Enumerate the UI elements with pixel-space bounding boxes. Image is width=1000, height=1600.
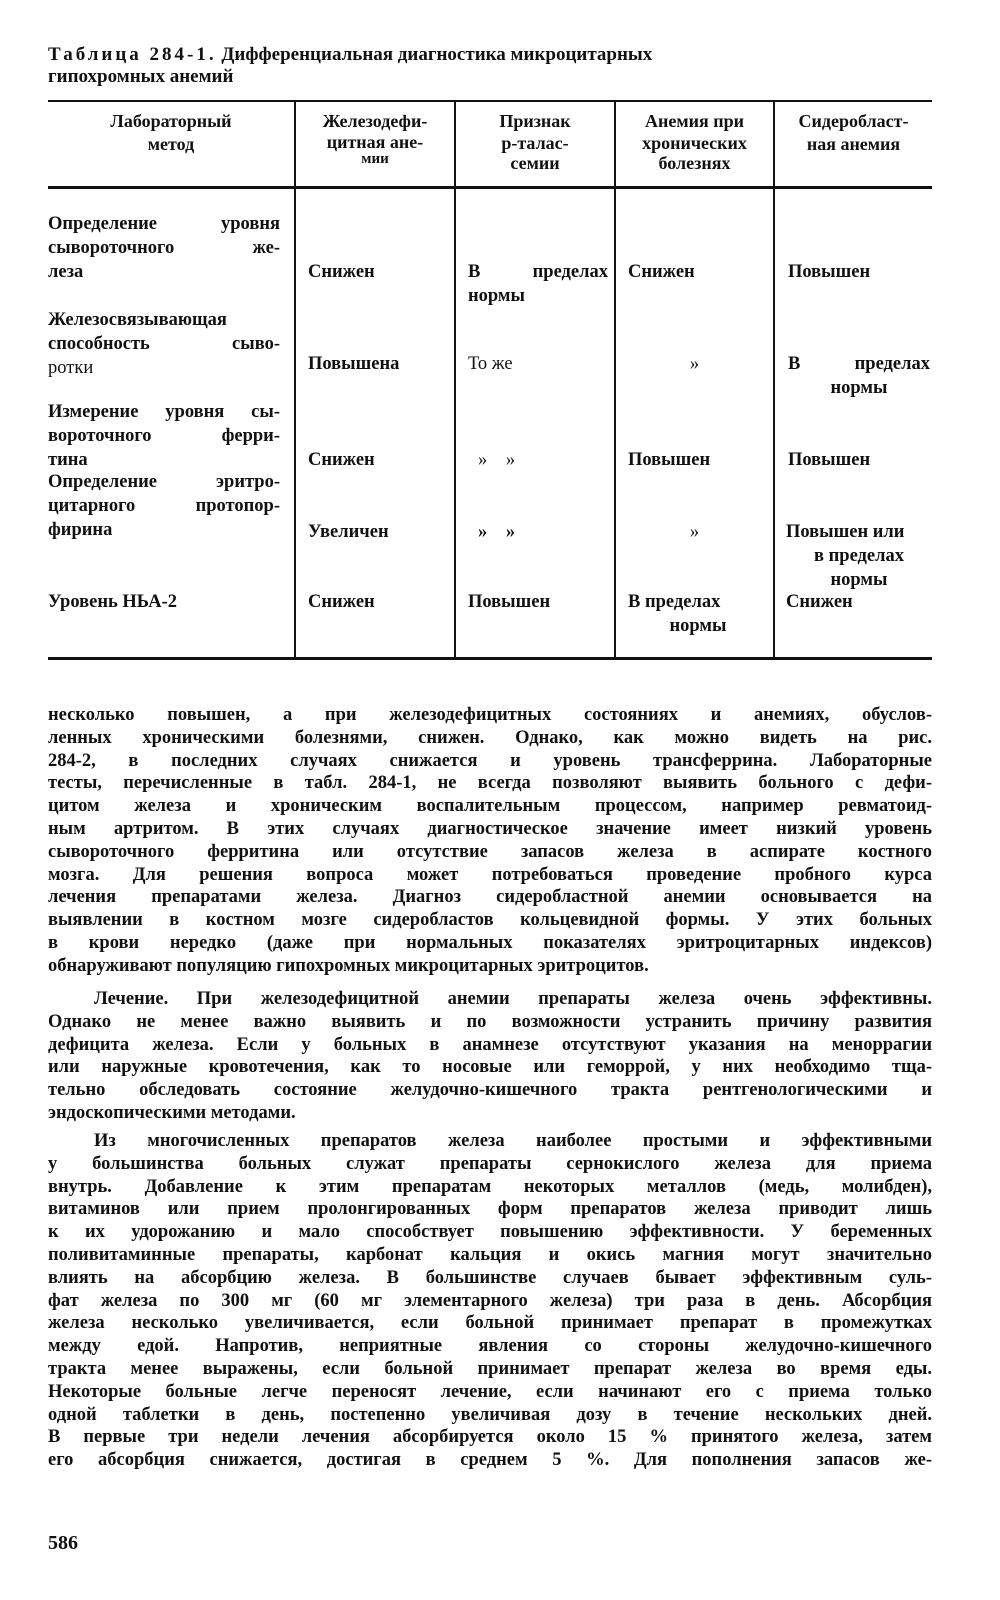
- text-line: выявлении в костном мозге сидеробластов кольцевидной формы. У этих больных: [48, 910, 932, 931]
- table-bottom-rule: [48, 657, 932, 660]
- text-line: 284-2, в последних случаях снижается и уровень трансферрина. Лабораторные: [48, 750, 932, 771]
- table-caption-title-line2: гипохромных анемий: [48, 66, 234, 87]
- table-row-serum-iron-method: Определение уровня сывороточного же- леза: [48, 214, 280, 282]
- header-thalassemia: Признак р-талас- семии: [499, 111, 571, 173]
- paragraph-2: [48, 988, 932, 1125]
- table-caption-title-line1: Дифференциальная диагностика микроцитарных: [221, 44, 653, 65]
- table-cell: Снижен: [308, 592, 375, 612]
- text-line: или наружные кровотечения, как то носовые или геморрой, у них необходимо тща-: [48, 1057, 932, 1078]
- table-top-rule: [48, 100, 932, 102]
- text-line: тельно обследовать состояние желудочно-кишечного тракта рентгенологическими и: [48, 1080, 932, 1101]
- text-line: его абсорбция снижается, достигая в среднем 5 %. Для пополнения запасов же-: [48, 1450, 932, 1471]
- text-line: Из многочисленных препаратов железа наиболее простыми и эффективными: [94, 1131, 932, 1151]
- text-line: цитом железа и хроническим воспалительным процессом, например ревматоид-: [48, 796, 932, 817]
- paragraph-3: [48, 1130, 932, 1472]
- table-row-binding-capacity-method: Железосвязывающая способность сыво- ротки: [48, 310, 280, 378]
- text-line: эндоскопическими методами.: [48, 1102, 296, 1123]
- table-row-ferritin-method: Измерение уровня сы- вороточного ферри- тина: [48, 402, 280, 470]
- table-cell: В пределах нормы: [788, 354, 930, 398]
- table-cell: Увеличен: [308, 522, 389, 542]
- table-cell: Снижен: [628, 262, 695, 282]
- text-line: сывороточного ферритина или отсутствие запасов железа в аспирате костного: [48, 841, 932, 862]
- table-cell: »: [689, 354, 700, 374]
- table-cell: Снижен: [308, 450, 375, 470]
- table-cell: Повышена: [308, 354, 400, 374]
- table-cell: То же: [468, 354, 513, 374]
- table-cell: Повышен: [468, 592, 551, 612]
- text-line: ленных хроническими болезнями, снижен. Однако, как можно видеть на рис.: [48, 727, 932, 748]
- table-cell: В пределах нормы: [468, 262, 608, 306]
- table-cell: Снижен: [786, 592, 853, 612]
- table-cell: Снижен: [308, 262, 375, 282]
- table-cell: » »: [478, 450, 516, 470]
- table-cell: Повышен: [788, 450, 871, 470]
- diagnosis-table: [48, 100, 932, 660]
- text-line: железа несколько увеличивается, если больной принимает препарат в промежутках: [48, 1313, 932, 1334]
- column-divider: [454, 100, 456, 660]
- text-line: Однако не менее важно выявить и по возможности устранить причину развития: [48, 1011, 932, 1032]
- table-cell: Повышен: [788, 262, 871, 282]
- text-line: витаминов или прием пролонгированных форм препаратов железа приводит лишь: [48, 1199, 932, 1220]
- text-line: дефицита железа. Если у больных в анамнезе отсутствуют указания на меноррагии: [48, 1034, 932, 1055]
- column-divider: [773, 100, 775, 660]
- text-line: фат железа по 300 мг (60 мг элементарного железа) три раза в день. Абсорбция: [48, 1290, 932, 1311]
- text-line: в крови нередко (даже при нормальных показателях эритроцитарных индексов): [48, 932, 932, 953]
- header-sideroblastic: Сидеробласт- ная анемия: [798, 111, 909, 154]
- text-line: влиять на абсорбцию железа. В большинстве случаев бывает эффективным суль-: [48, 1267, 932, 1288]
- table-cell: Повышен: [628, 450, 711, 470]
- table-cell: Повышен или в пределах нормы: [786, 522, 905, 590]
- table-row-hba2-method: Уровень НЬА-2: [48, 592, 178, 612]
- header-iron-deficiency: Железодефи- цитная ане- мии: [322, 111, 428, 167]
- table-caption-number: Таблица 284-1.: [48, 44, 217, 65]
- page-number: 586: [48, 1532, 78, 1554]
- text-line: у большинства больных служат препараты сернокислого железа для приема: [48, 1153, 932, 1174]
- text-line: Лечение. При железодефицитной анемии препараты железа очень эффективны.: [94, 989, 932, 1009]
- text-line: тесты, перечисленные в табл. 284-1, не всегда позволяют выявить больного с дефи-: [48, 773, 932, 794]
- text-line: ным артритом. В этих случаях диагностическое значение имеет низкий уровень: [48, 818, 932, 839]
- table-row-protoporphyrin-method: Определение эритро- цитарного протопор- фирина: [48, 472, 280, 540]
- text-line: тракта менее выражены, если больной принимает препарат железа во время еды.: [48, 1358, 932, 1379]
- text-line: одной таблетки в день, постепенно увеличивая дозу в течение нескольких дней.: [48, 1404, 932, 1425]
- text-line: В первые три недели лечения абсорбируется около 15 % принятого железа, затем: [48, 1427, 932, 1448]
- text-line: между едой. Напротив, неприятные явления со стороны желудочно-кишечного: [48, 1336, 932, 1357]
- text-line: обнаруживают популяцию гипохромных микроцитарных эритроцитов.: [48, 955, 649, 976]
- header-method: Лабораторный метод: [110, 111, 232, 154]
- paragraph-1: [48, 704, 932, 978]
- text-line: лечения препаратами железа. Диагноз сидеробластной анемии основывается на: [48, 887, 932, 908]
- table-cell: »: [689, 522, 700, 542]
- column-divider: [614, 100, 616, 660]
- text-line: внутрь. Добавление к этим препаратам некоторых металлов (медь, молибден),: [48, 1176, 932, 1197]
- table-caption: [48, 44, 948, 88]
- table-header-rule: [48, 186, 932, 189]
- table-cell: В пределах нормы: [628, 592, 727, 636]
- text-line: Некоторые больные легче переносят лечение, если начинают его с приема только: [48, 1381, 932, 1402]
- column-divider: [294, 100, 296, 660]
- text-line: несколько повышен, а при железодефицитных состояниях и анемиях, обуслов-: [48, 705, 932, 725]
- text-line: поливитаминные препараты, карбонат кальция и окись магния могут значительно: [48, 1244, 932, 1265]
- text-line: мозга. Для решения вопроса может потребоваться проведение пробного курса: [48, 864, 932, 885]
- text-line: к их удорожанию и мало способствует повышению эффективности. У беременных: [48, 1222, 932, 1243]
- table-cell: » »: [478, 522, 516, 542]
- header-chronic-disease: Анемия при хронических болезнях: [642, 111, 747, 173]
